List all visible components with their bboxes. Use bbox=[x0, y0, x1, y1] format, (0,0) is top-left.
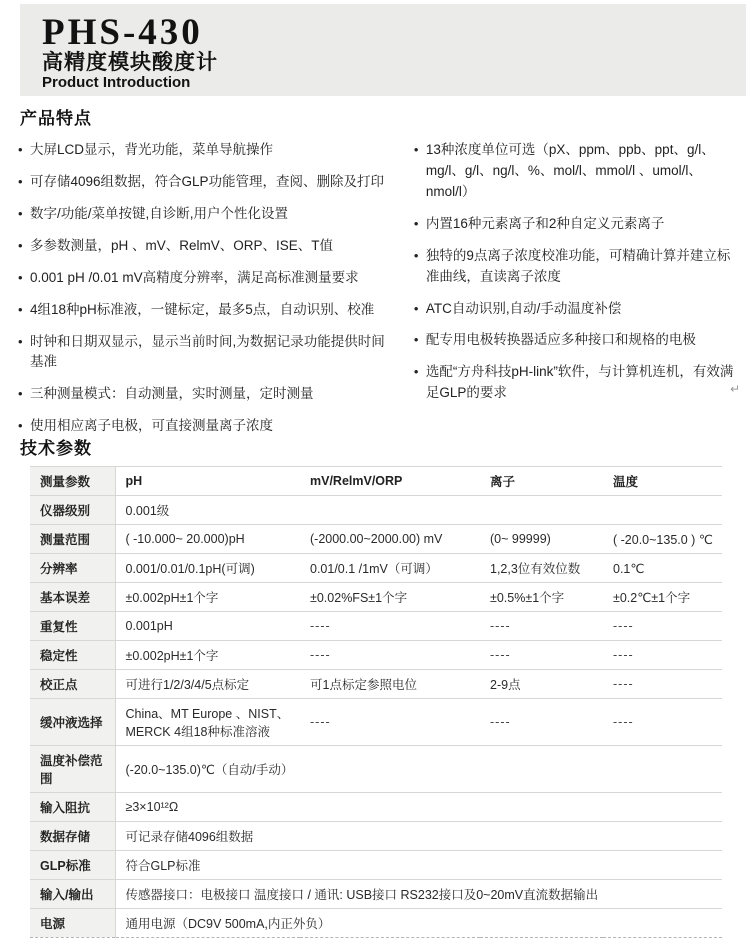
table-row bbox=[30, 851, 722, 880]
row-value: (-2000.00~2000.00) mV bbox=[300, 525, 480, 554]
row-value: (0~ 99999) bbox=[480, 525, 603, 554]
row-label: 仪器级别 bbox=[30, 496, 115, 525]
feature-text: 时钟和日期双显示，显示当前时间,为数据记录功能提供时间基准 bbox=[30, 333, 385, 370]
bullet-icon: • bbox=[18, 301, 23, 317]
row-label: GLP标准 bbox=[30, 851, 115, 880]
feature-text: ATC自动识别,自动/手动温度补偿 bbox=[425, 300, 622, 316]
feature-text: 可存储4096组数据，符合GLP功能管理，查阅、删除及打印 bbox=[30, 173, 385, 189]
feature-text: 配专用电极转换器适应多种接口和规格的电极 bbox=[425, 332, 696, 348]
product-title-cn: 高精度模块酸度计 bbox=[42, 51, 218, 74]
feature-item bbox=[18, 172, 398, 193]
row-value: 0.01/0.1 /1mV（可调） bbox=[300, 554, 480, 583]
row-value: 可1点标定参照电位 bbox=[300, 670, 480, 699]
row-value-merged: 可记录存储4096组数据 bbox=[115, 822, 722, 851]
feature-text: 数字/功能/菜单按键,自诊断,用户个性化设置 bbox=[30, 205, 289, 221]
row-value: ( -20.0~135.0 ) ℃ bbox=[603, 525, 722, 554]
feature-item bbox=[18, 384, 398, 405]
row-value-merged: 通用电源（DC9V 500mA,内正外负） bbox=[115, 909, 722, 938]
return-mark-icon: ↵ bbox=[729, 382, 740, 396]
row-value: ±0.02%FS±1个字 bbox=[300, 583, 480, 612]
row-label: 测量范围 bbox=[30, 525, 115, 554]
spec-table-header-row bbox=[30, 467, 722, 496]
table-row bbox=[30, 641, 722, 670]
header-block bbox=[20, 4, 746, 96]
features-right-column bbox=[414, 140, 742, 448]
bullet-icon: • bbox=[18, 205, 23, 221]
row-label: 稳定性 bbox=[30, 641, 115, 670]
feature-item bbox=[414, 246, 742, 288]
table-row bbox=[30, 554, 722, 583]
row-label: 重复性 bbox=[30, 612, 115, 641]
bullet-icon: • bbox=[18, 418, 23, 434]
row-label: 缓冲液选择 bbox=[30, 699, 115, 746]
bullet-icon: • bbox=[18, 333, 23, 349]
bullet-icon: • bbox=[18, 269, 23, 285]
feature-item bbox=[18, 300, 398, 321]
row-label: 输入/输出 bbox=[30, 880, 115, 909]
spec-table-wrap bbox=[30, 466, 722, 938]
row-label: 基本误差 bbox=[30, 583, 115, 612]
table-row bbox=[30, 880, 722, 909]
row-value: ±0.002pH±1个字 bbox=[115, 641, 300, 670]
table-row bbox=[30, 699, 722, 746]
feature-item bbox=[18, 268, 398, 289]
bullet-icon: • bbox=[18, 142, 23, 157]
row-label: 电源 bbox=[30, 909, 115, 938]
row-label: 分辨率 bbox=[30, 554, 115, 583]
row-value: ---- bbox=[300, 641, 480, 670]
feature-item bbox=[18, 332, 398, 374]
bullet-icon: • bbox=[413, 364, 419, 380]
product-model: PHS-430 bbox=[42, 12, 203, 53]
bullet-icon: • bbox=[18, 173, 23, 189]
column-header: mV/RelmV/ORP bbox=[300, 467, 480, 496]
bullet-icon: • bbox=[413, 215, 419, 231]
table-row bbox=[30, 525, 722, 554]
row-value: ±0.5%±1个字 bbox=[480, 583, 603, 612]
feature-item bbox=[414, 214, 742, 235]
row-value: ---- bbox=[300, 699, 480, 746]
row-value: 0.001/0.01/0.1pH(可调) bbox=[115, 554, 300, 583]
row-label: 温度补偿范围 bbox=[30, 746, 115, 793]
spec-param-header: 测量参数 bbox=[30, 467, 115, 496]
row-value: 2-9点 bbox=[480, 670, 603, 699]
row-value: ---- bbox=[480, 699, 603, 746]
feature-text: 选配“方舟科技pH-link”软件，与计算机连机，有效满足GLP的要求 bbox=[425, 364, 734, 401]
bullet-icon: • bbox=[413, 247, 419, 263]
row-value-merged: (-20.0~135.0)℃（自动/手动） bbox=[115, 746, 722, 793]
row-value: 0.001pH bbox=[115, 612, 300, 641]
row-value-merged: 符合GLP标准 bbox=[115, 851, 722, 880]
column-header: 离子 bbox=[480, 467, 603, 496]
table-row bbox=[30, 746, 722, 793]
feature-text: 使用相应离子电极，可直接测量离子浓度 bbox=[30, 418, 273, 434]
feature-text: 多参数测量，pH 、mV、RelmV、ORP、ISE、T值 bbox=[30, 237, 334, 253]
table-row bbox=[30, 909, 722, 938]
table-row bbox=[30, 496, 722, 525]
feature-text: 13种浓度单位可选（pX、ppm、ppb、ppt、g/l、mg/l、g/l、ng/l、%、mol/l、mmol/l 、umol/l、nmol/l） bbox=[425, 142, 715, 199]
feature-item bbox=[18, 236, 398, 257]
row-value: ---- bbox=[300, 612, 480, 641]
bullet-icon: • bbox=[18, 386, 23, 402]
row-value: 可进行1/2/3/4/5点标定 bbox=[115, 670, 300, 699]
spec-table-body bbox=[30, 496, 722, 938]
row-value: 1,2,3位有效位数 bbox=[480, 554, 603, 583]
feature-text: 0.001 pH /0.01 mV高精度分辨率，满足高标准测量要求 bbox=[30, 269, 359, 285]
row-value: ---- bbox=[603, 641, 722, 670]
row-value: 0.1℃ bbox=[603, 554, 722, 583]
table-row bbox=[30, 822, 722, 851]
row-value: ---- bbox=[480, 641, 603, 670]
row-value: ±0.2℃±1个字 bbox=[603, 583, 722, 612]
row-label: 校正点 bbox=[30, 670, 115, 699]
column-header: pH bbox=[115, 467, 300, 496]
feature-text: 4组18种pH标准液，一键标定，最多5点，自动识别、校准 bbox=[30, 301, 375, 317]
product-subtitle-en: Product Introduction bbox=[42, 74, 191, 92]
table-row bbox=[30, 612, 722, 641]
row-value-merged: ≥3×10¹²Ω bbox=[115, 793, 722, 822]
row-value: ---- bbox=[603, 699, 722, 746]
row-value: ---- bbox=[480, 612, 603, 641]
features-left-column bbox=[18, 140, 398, 448]
row-label: 数据存储 bbox=[30, 822, 115, 851]
row-value: ---- bbox=[603, 670, 722, 699]
bullet-icon: • bbox=[18, 237, 23, 253]
specs-section-title: 技术参数 bbox=[20, 439, 92, 458]
feature-item bbox=[18, 204, 398, 225]
feature-item bbox=[414, 330, 742, 351]
features-columns bbox=[18, 140, 742, 448]
row-value: China、MT Europe 、NIST、MERCK 4组18种标准溶液 bbox=[115, 699, 300, 746]
bullet-icon: • bbox=[413, 142, 419, 157]
feature-text: 独特的9点离子浓度校准功能，可精确计算并建立标准曲线，直读离子浓度 bbox=[425, 247, 731, 284]
feature-item bbox=[18, 140, 398, 161]
row-value-merged: 0.001级 bbox=[115, 496, 722, 525]
bullet-icon: • bbox=[413, 300, 419, 316]
row-value: ---- bbox=[603, 612, 722, 641]
row-value: ( -10.000~ 20.000)pH bbox=[115, 525, 300, 554]
bullet-icon: • bbox=[413, 332, 419, 348]
row-value-merged: 传感器接口：电极接口 温度接口 / 通讯: USB接口 RS232接口及0~20mV直流数据输出 bbox=[115, 880, 722, 909]
feature-text: 大屏LCD显示，背光功能，菜单导航操作 bbox=[30, 142, 274, 157]
feature-text: 内置16种元素离子和2种自定义元素离子 bbox=[425, 215, 665, 231]
feature-text: 三种测量模式：自动测量，实时测量，定时测量 bbox=[30, 386, 314, 402]
features-section-title: 产品特点 bbox=[20, 109, 92, 128]
feature-item bbox=[414, 362, 742, 404]
row-label: 输入阻抗 bbox=[30, 793, 115, 822]
table-row bbox=[30, 793, 722, 822]
column-header: 温度 bbox=[603, 467, 722, 496]
feature-item bbox=[414, 140, 742, 203]
table-row bbox=[30, 670, 722, 699]
spec-table bbox=[30, 466, 722, 938]
table-row bbox=[30, 583, 722, 612]
feature-item bbox=[414, 299, 742, 320]
row-value: ±0.002pH±1个字 bbox=[115, 583, 300, 612]
